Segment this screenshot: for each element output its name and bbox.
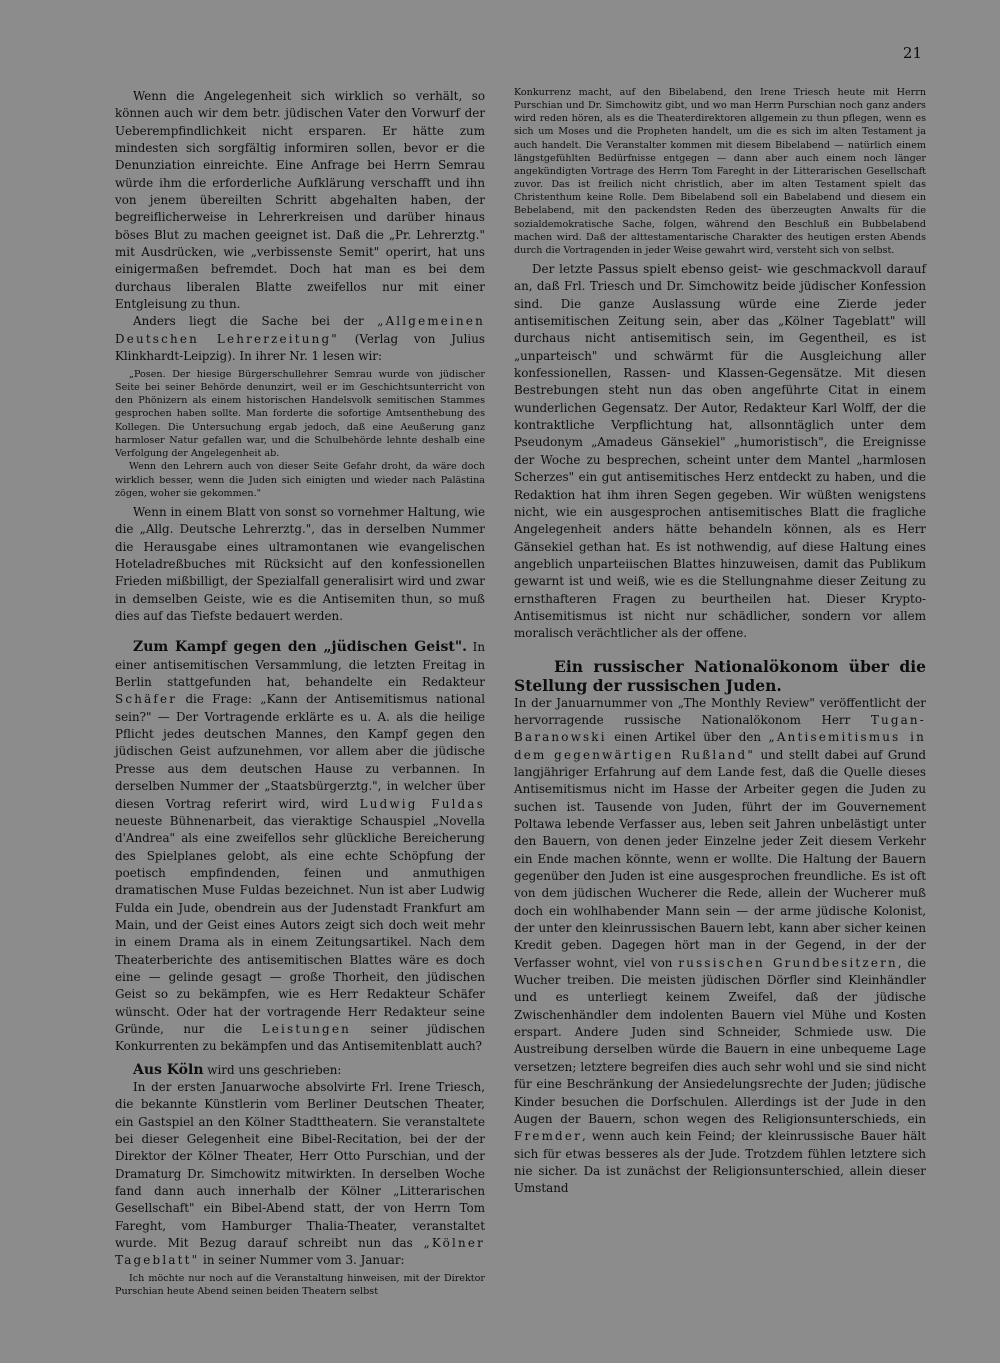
paragraph-krypto-antisemitismus: Der letzte Passus spielt ebenso geist- wie geschmackvoll darauf an, daß Frl. Triesch und Dr. Simchowitz beide jüdischer Konfession sind. Die ganze Auslassung würde eine Zierde jeder antisemitischen Zeitung sein, aber das „Kölner Tageblatt" will durchaus nicht antisemitisch sein, im Gegentheil, es ist „unparteisch" und schwärmt für die Ausgleichung aller konfessionellen, Rassen- und Klassen-Gegensätze. Mit diesen Bestrebungen steht nun das oben angeführte Citat in einem wunderlichen Gegensatz. Der Autor, Redakteur Karl Wolff, der die kontraktliche Verpflichtung hat, allsonntäglich unter dem Pseudonym „Amadeus Gänsekiel" „humoristisch", die Ereignisse der Woche zu besprechen, scheint unter dem Mantel „harmlosen Scherzes" ein gut antisemitisches Herz entdeckt zu haben, und die Redaktion hat ihm ihren Segen gegeben. Wir wüßten wenigstens nicht, wie ein ausgesprochen antisemitisches Blatt die fragliche Angelegenheit anders hätte behandeln können, als es Herr Gänsekiel gethan hat. Es ist nothwendig, auf diese Haltung eines angeblich unparteiischen Blattes hinzuweisen, damit das Publikum gewarnt ist und weiß, wie es die Stellungnahme dieser Zeitung zu ernsthafteren Fragen zu beurtheilen hat. Dieser Krypto-Antisemitismus ist nicht nur schädlicher, sondern vor allem moralisch verächtlicher als der offene.: [514, 262, 926, 641]
person-name: Ludwig Fuldas: [359, 796, 486, 811]
text-run: , die Wucher treiben. Die meisten jüdischen Dörfler sind Kleinhändler und es unterliegt keinem Zweifel, daß der jüdische Zwischenhändler dem indolenten Bauern viel Mühe und Kosten erspart. Andere Juden sind Schneider, Schmiede usw. Die Austreibung derselben würde die Bauern in eine unbequeme Lage versetzen; letztere begreifen dies auch sehr wohl und sie sind nicht für eine Beschränkung der Ansiedelungsrechte der Juden; jüdische Kinder besuchen die Dorfschulen. Allerdings ist der Jude in den Augen der Bauern, schon wegen des Religionsunterschieds, ein: [514, 955, 927, 1126]
paragraph-semrau-comment: Wenn die Angelegenheit sich wirklich so verhält, so können auch wir dem betr. jüdischen Vater den Vorwurf der Ueberempfindlichkeit nicht ersparen. Er hätte zum mindesten sich sorgfältig informiren sollen, bevor er die Denunziation einreichte. Eine Anfrage bei Herrn Semrau würde ihm die erforderliche Aufklärung verschafft und ihn von jenem übereilten Schritt abgehalten haben, der begreiflicherweise in Lehrerkreisen und darüber hinaus böses Blut zu machen geeignet ist. Daß die „Pr. Lehrerztg." mit Ausdrücken, wie „verbissenste Semit" operirt, hat uns einigermaßen befremdet. Doch hat man es bei dem durchaus liberalen Blatte zweifellos nur mit einer Entgleisung zu thun.: [115, 89, 485, 312]
quote-continuation: Konkurrenz macht, auf den Bibelabend, den Irene Triesch heute mit Herrn Purschian und Dr. Simchowitz gibt, und wo man Herrn Purschian noch ganz anders wird reden hören, als es die Theaterdirektoren allgemein zu thun pflegen, wenn es sich um Moses und die Propheten handelt, um die es sich im alten Testament ja auch handelt. Die Veranstalter kommen mit diesem Bibelabend — natürlich einem längstgefühlten Bedürfnisse entgegen — dann aber auch einem noch länger angekündigten Vortrage des Herrn Tom Fareght in der Litterarischen Gesellschaft zuvor. Das ist freilich nicht christlich, aber im alten Testament spielt das Christenthum keine Rolle. Dem Bibelabend soll ein Babelabend und diesem ein Bebelabend, mit den packendsten Reden des überzeugten Anwalts für die sozialdemokratische Sache, folgen, während den Beschluß ein Bubbelabend machen wird. Daß der alttestamentarische Charakter des heutigen ersten Abends durch die Vortragenden in jeder Weise gewahrt wird, versteht sich von selbst.: [514, 87, 926, 256]
text-run: Anders liegt die Sache bei der: [133, 314, 378, 329]
left-column: [115, 88, 485, 1302]
quote-block: [115, 368, 485, 501]
emphasis-word: Fremder: [514, 1129, 582, 1144]
emphasis-word: Leistungen: [261, 1021, 351, 1036]
newspaper-name: „Allgemeinen Deutschen Lehrerzeitung": [115, 314, 485, 346]
quote-paragraph: Ich möchte nur noch auf die Veranstaltung hinweisen, mit der Direktor Purschian heute Abend seinen beiden Theatern selbst: [115, 1272, 485, 1298]
article-koeln-intro: [115, 1062, 485, 1079]
paragraph-allg-lehrerzeitung: [115, 313, 485, 365]
text-run: In einer antisemitischen Versammlung, die letzten Freitag in Berlin stattgefunden hat, behandelte ein Redakteur: [115, 640, 485, 690]
text-run: seiner jüdischen Konkurrenten zu bekämpfen und das Antisemitenblatt auch?: [115, 1021, 485, 1054]
quote-block: [115, 1272, 485, 1299]
text-run: wird uns geschrieben:: [203, 1062, 342, 1077]
person-name: Schäfer: [115, 692, 178, 707]
page-number: 21: [902, 44, 922, 62]
article-heading: Zum Kampf gegen den „jüdischen Geist".: [133, 639, 467, 656]
text-run: die Frage: „Kann der Antisemitismus national sein?" — Der Vortragende erklärte es u. A. als die heilige Pflicht jedes deutschen Mannes, den Kampf gegen den jüdischen Geist aufzunehmen, vor allem aber die jüdische Presse aus dem deutschen Hause zu verbannen. In derselben Nummer der „Staatsbürgerztg.", in welcher über diesen Vortrag referirt wird, wird: [115, 692, 485, 811]
text-run: einen Artikel über den: [606, 730, 769, 745]
quote-paragraph: „Posen. Der hiesige Bürgerschullehrer Semrau wurde von jüdischer Seite bei seiner Behörde denunzirt, weil er im Geschichtsunterricht von den Phönizern als einem historischen Handelsvolk semitischen Stammes gesprochen haben sollte. Man forderte die sofortige Amtsenthebung des Kollegen. Die Untersuchung ergab jedoch, daß eine Aeußerung ganz harmloser Natur gefallen war, und die Schulbehörde lehnte deshalb eine Verfolgung der Angelegenheit ab.: [115, 368, 485, 459]
emphasis-word: russischen Grundbesitzern: [678, 955, 898, 970]
person-name: Tugan-Baranowski: [514, 712, 926, 745]
paragraph-bedauert: Wenn in einem Blatt von sonst so vornehmer Haltung, wie die „Allg. Deutsche Lehrerztg.", das in derselben Nummer die Herausgabe eines ultramontanen wie evangelischen Hoteladreßbuches mit Rücksicht auf den konfessionellen Frieden mißbilligt, der Spezialfall generalisirt wird und zwar in demselben Geiste, wie es die Antisemiten thun, so muß dies auf das Tiefste bedauert werden.: [115, 505, 485, 624]
article-heading: Ein russischer Nationalökonom über die Stellung der russischen Juden.: [514, 656, 926, 695]
article-juedischer-geist: [115, 639, 485, 1055]
newspaper-name: „Kölner Tageblatt": [115, 1236, 485, 1268]
text-run: neueste Bühnenarbeit, das vieraktige Schauspiel „Novella d'Andrea" als eine zweifellos sehr glückliche Bereicherung des Spielplanes gelobt, als eine echte Schöpfung der poetisch empfindenden, feinen und anmuthigen dramatischen Muse Fuldas bezeichnet. Nun ist aber Ludwig Fulda ein Jude, obendrein aus der Judenstadt Frankfurt am Main, und der Geist eines Autors zeigt sich doch weit mehr in einem Drama als in einem Zeitungsartikel. Nach dem Theaterberichte des antisemitischen Blattes wäre es doch eine — gelinde gesagt — große Thorheit, den jüdischen Geist so zu bekämpfen, wie es Herr Redakteur Schäfer wünscht. Oder hat der vortragende Herr Redakteur seine Gründe, nur die: [115, 813, 485, 1036]
paragraph-tugan-baranowski: [514, 695, 926, 1198]
right-column: [514, 86, 926, 1198]
text-run: (Verlag von Julius Klinkhardt-Leipzig). In ihrer Nr. 1 lesen wir:: [115, 331, 485, 364]
article-title-quoted: „Antisemitismus in dem gegenwärtigen Rußland": [514, 730, 926, 762]
text-run: In der ersten Januarwoche absolvirte Frl. Irene Triesch, die bekannte Künstlerin vom Berliner Deutschen Theater, ein Gastspiel an den Kölner Stadttheatern. Sie veranstaltete bei dieser Gelegenheit eine Bibel-Recitation, bei der der Direktor der Kölner Theater, Herr Otto Purschian, und der Dramaturg Dr. Simchowitz mitwirkten. In derselben Woche fand dann auch innerhalb der Kölner „Litterarischen Gesellschaft" ein Bibel-Abend statt, der von Herrn Tom Fareght, vom Hamburger Thalia-Theater, veranstaltet wurde. Mit Bezug darauf schreibt nun das: [115, 1080, 485, 1251]
paragraph-triesch: [115, 1079, 485, 1270]
text-run: , wenn auch kein Feind; der kleinrussische Bauer hält sich für etwas besseres als der Jude. Trotzdem fühlen letztere sich nie sicher. Da ist zunächst der Religionsunterschied, allein dieser Umstand: [514, 1129, 926, 1196]
quote-paragraph: Wenn den Lehrern auch von dieser Seite Gefahr droht, da wäre doch wirklich besser, wenn die Juden sich einigten und wieder nach Palästina zögen, woher sie gekommen.": [115, 461, 485, 499]
text-run: in seiner Nummer vom 3. Januar:: [199, 1253, 405, 1268]
text-run: In der Januarnummer von „The Monthly Review" veröffentlicht der hervorragende russische Nationalökonom Herr: [514, 695, 926, 727]
article-heading: Aus Köln: [133, 1061, 204, 1078]
text-run: und stellt dabei auf Grund langjähriger Erfahrung auf dem Lande fest, daß die Quelle dieses Antisemitismus nicht im Hasse der Arbeiter gegen die Juden zu suchen ist. Tausende von Juden, führt der im Gouvernement Poltawa lebende Verfasser aus, leben seit Jahren unbelästigt unter den Bauern, von denen jeder Einzelne jeder Zeit diesem Verkehr ein Ende machen könnte, wenn er wollte. Die Haltung der Bauern gegenüber den Juden ist eine ausgesprochen freundliche. Es ist oft von dem jüdischen Wucherer die Rede, allein der Wucherer muß doch ein wohlhabender Mann sein — der arme jüdische Kolonist, der unter den kleinrussischen Bauern lebt, kann aber sicher keinen Kredit geben. Dagegen hört man in der Gegend, in der der Verfasser wohnt, viel von: [514, 747, 926, 970]
